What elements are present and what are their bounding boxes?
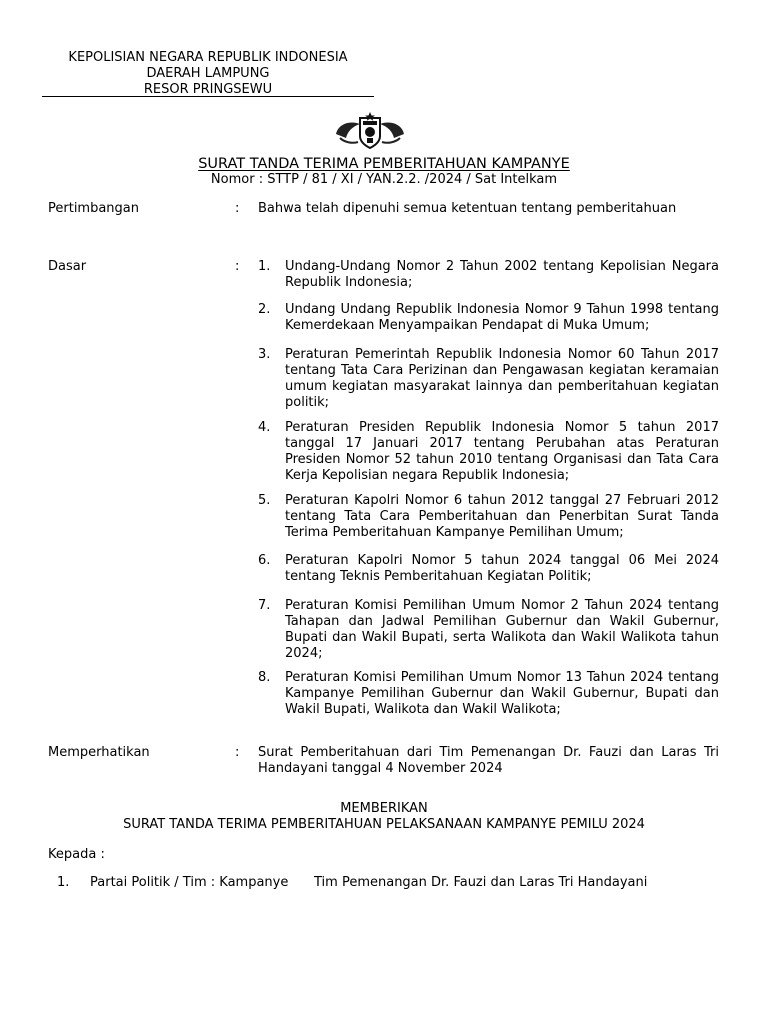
letterhead [42, 50, 374, 98]
document-number: Nomor : STTP / 81 / XI / YAN.2.2. /2024 / Sat Intelkam [210, 172, 558, 187]
dasar-item-text: Peraturan Presiden Republik Indonesia Nomor 5 tahun 2017 tanggal 17 Januari 2017 tentang Perubahan atas Peraturan Presiden Nomor 52 tahun 2010 tentang Organisasi dan Tata Cara Kerja Kepolisian negara Republik Indonesia; [285, 420, 719, 483]
dasar-item-number: 7. [258, 598, 271, 613]
dasar-item-number: 6. [258, 553, 271, 568]
memberikan-block [0, 801, 768, 833]
dasar-colon: : [235, 259, 240, 274]
dasar-item-number: 2. [258, 302, 271, 317]
dasar-item-text: Peraturan Kapolri Nomor 6 tahun 2012 tanggal 27 Februari 2012 tentang Tata Cara Pemberitahuan dan Penerbitan Surat Tanda Terima Pemberitahuan Kampanye Pemilihan Umum; [285, 493, 719, 540]
memperhatikan-colon: : [235, 745, 240, 760]
dasar-item-text: Peraturan Kapolri Nomor 5 tahun 2024 tanggal 06 Mei 2024 tentang Teknis Pemberitahuan Kegiatan Politik; [285, 553, 719, 584]
dasar-label: Dasar [48, 259, 87, 274]
memperhatikan-label: Memperhatikan [48, 745, 150, 760]
memberikan-heading: MEMBERIKAN [340, 801, 428, 816]
kepada-label: Kepada : [48, 847, 105, 862]
memberikan-subtitle: SURAT TANDA TERIMA PEMBERITAHUAN PELAKSANAAN KAMPANYE PEMILU 2024 [123, 817, 645, 832]
dasar-item-number: 1. [258, 259, 271, 274]
pertimbangan-colon: : [235, 201, 240, 216]
memperhatikan-text: Surat Pemberitahuan dari Tim Pemenangan Dr. Fauzi dan Laras Tri Handayani tanggal 4 November 2024 [258, 745, 719, 776]
letterhead-line-1: KEPOLISIAN NEGARA REPUBLIK INDONESIA [68, 50, 348, 65]
document-title: SURAT TANDA TERIMA PEMBERITAHUAN KAMPANYE [198, 156, 570, 172]
title-block [0, 156, 768, 188]
letterhead-line-3: RESOR PRINGSEWU [143, 82, 273, 97]
pertimbangan-label: Pertimbangan [48, 201, 140, 216]
dasar-item-number: 4. [258, 420, 271, 435]
police-emblem-icon [330, 112, 410, 152]
dasar-item-number: 3. [258, 347, 271, 362]
dasar-item-number: 8. [258, 670, 271, 685]
dasar-item-number: 5. [258, 493, 271, 508]
dasar-item-text: Undang-Undang Nomor 2 Tahun 2002 tentang Kepolisian Negara Republik Indonesia; [285, 259, 719, 290]
recipient-number: 1. [57, 875, 70, 890]
dasar-item-text: Peraturan Pemerintah Republik Indonesia Nomor 60 Tahun 2017 tentang Tata Cara Perizinan dan Pengawasan kegiatan keramaian umum kegiatan masyarakat lainnya dan pemberitahuan kegiatan politik; [285, 347, 719, 410]
pertimbangan-text: Bahwa telah dipenuhi semua ketentuan tentang pemberitahuan [258, 201, 677, 216]
dasar-item-text: Peraturan Komisi Pemilihan Umum Nomor 13 Tahun 2024 tentang Kampanye Pemilihan Gubernur dan Wakil Gubernur, Bupati dan Wakil Bupati, Walikota dan Wakil Walikota; [285, 670, 719, 717]
recipient-value: Tim Pemenangan Dr. Fauzi dan Laras Tri Handayani [314, 875, 648, 890]
dasar-item-text: Undang Undang Republik Indonesia Nomor 9 Tahun 1998 tentang Kemerdekaan Menyampaikan Pendapat di Muka Umum; [285, 302, 719, 333]
recipient-label: Partai Politik / Tim : Kampanye [90, 875, 289, 890]
letterhead-divider [42, 96, 374, 97]
dasar-item-text: Peraturan Komisi Pemilihan Umum Nomor 2 Tahun 2024 tentang Tahapan dan Jadwal Pemilihan Gubernur dan Wakil Gubernur, Bupati dan Wakil Bupati, serta Walikota dan Wakil Walikota tahun 2024; [285, 598, 719, 661]
letterhead-line-2: DAERAH LAMPUNG [146, 66, 270, 81]
